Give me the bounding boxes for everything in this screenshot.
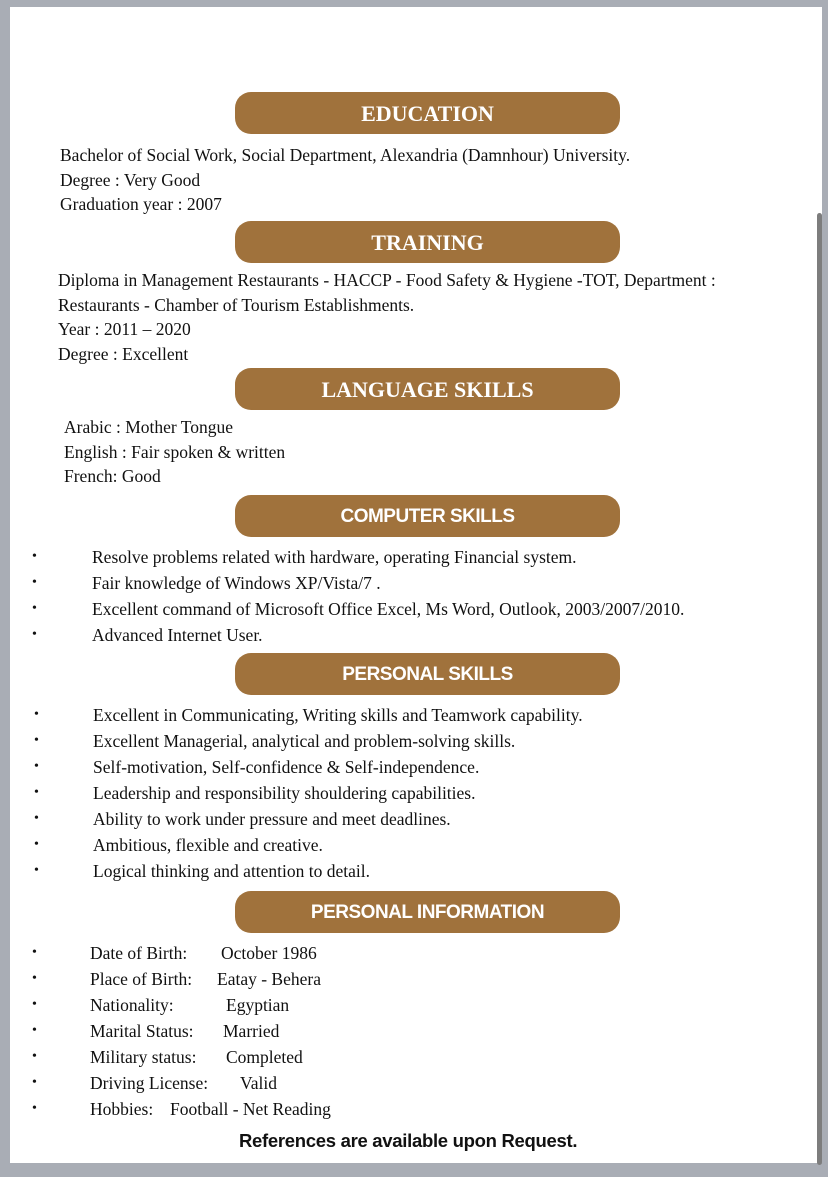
training-line: Degree : Excellent	[58, 344, 189, 364]
info-label: Military status:	[90, 1047, 197, 1067]
personal-skills-heading: PERSONAL SKILLS	[235, 653, 620, 695]
bullet: •	[34, 707, 39, 722]
info-value: Valid	[240, 1073, 277, 1093]
bullet: •	[32, 1049, 37, 1064]
bullet: •	[32, 601, 37, 616]
info-label: Driving License:	[90, 1073, 209, 1093]
personal-skill-item: Self-motivation, Self-confidence & Self-independence.	[93, 757, 480, 777]
computer-skill-item: Fair knowledge of Windows XP/Vista/7 .	[92, 573, 381, 593]
education-line: Degree : Very Good	[60, 170, 201, 190]
computer-skills-heading: COMPUTER SKILLS	[235, 495, 620, 537]
bullet: •	[32, 1101, 37, 1116]
bullet: •	[34, 863, 39, 878]
personal-skill-item: Ambitious, flexible and creative.	[93, 835, 323, 855]
personal-skill-item: Excellent in Communicating, Writing skills and Teamwork capability.	[93, 705, 583, 725]
training-heading: TRAINING	[235, 221, 620, 263]
bullet: •	[32, 1023, 37, 1038]
personal-skill-item: Logical thinking and attention to detail.	[93, 861, 371, 881]
training-line: Year : 2011 – 2020	[58, 319, 191, 339]
references-note: References are available upon Request.	[239, 1130, 578, 1151]
bullet: •	[34, 811, 39, 826]
bullet: •	[32, 971, 37, 986]
bullet: •	[32, 575, 37, 590]
education-line: Graduation year : 2007	[60, 194, 222, 214]
bullet: •	[34, 837, 39, 852]
info-value: Eatay - Behera	[217, 969, 321, 989]
language-line: French: Good	[64, 466, 161, 486]
info-value: October 1986	[221, 943, 317, 963]
language-skills-heading: LANGUAGE SKILLS	[235, 368, 620, 410]
vertical-scrollbar[interactable]	[817, 213, 822, 1165]
bullet: •	[34, 733, 39, 748]
info-label: Marital Status:	[90, 1021, 194, 1041]
personal-information-heading: PERSONAL INFORMATION	[235, 891, 620, 933]
education-heading: EDUCATION	[235, 92, 620, 134]
personal-skill-item: Leadership and responsibility shouldering capabilities.	[93, 783, 476, 803]
info-label: Place of Birth:	[90, 969, 193, 989]
language-line: English : Fair spoken & written	[64, 442, 286, 462]
language-line: Arabic : Mother Tongue	[64, 417, 234, 437]
info-value: Married	[223, 1021, 280, 1041]
bullet: •	[32, 627, 37, 642]
info-label: Hobbies:	[90, 1099, 154, 1119]
bullet: •	[32, 549, 37, 564]
bullet: •	[34, 785, 39, 800]
training-line: Diploma in Management Restaurants - HACCP - Food Safety & Hygiene -TOT, Department :	[58, 270, 716, 290]
bullet: •	[32, 945, 37, 960]
info-value: Completed	[226, 1047, 303, 1067]
info-label: Nationality:	[90, 995, 174, 1015]
training-line: Restaurants - Chamber of Tourism Establishments.	[58, 295, 415, 315]
info-value: Egyptian	[226, 995, 290, 1015]
personal-skill-item: Ability to work under pressure and meet deadlines.	[93, 809, 451, 829]
info-label: Date of Birth:	[90, 943, 188, 963]
bullet: •	[32, 1075, 37, 1090]
computer-skill-item: Resolve problems related with hardware, operating Financial system.	[92, 547, 577, 567]
bullet: •	[34, 759, 39, 774]
computer-skill-item: Advanced Internet User.	[92, 625, 263, 645]
education-line: Bachelor of Social Work, Social Department, Alexandria (Damnhour) University.	[60, 145, 631, 165]
computer-skill-item: Excellent command of Microsoft Office Excel, Ms Word, Outlook, 2003/2007/2010.	[92, 599, 685, 619]
personal-skill-item: Excellent Managerial, analytical and problem-solving skills.	[93, 731, 516, 751]
bullet: •	[32, 997, 37, 1012]
info-value: Football - Net Reading	[170, 1099, 331, 1119]
document-page	[10, 7, 822, 1163]
